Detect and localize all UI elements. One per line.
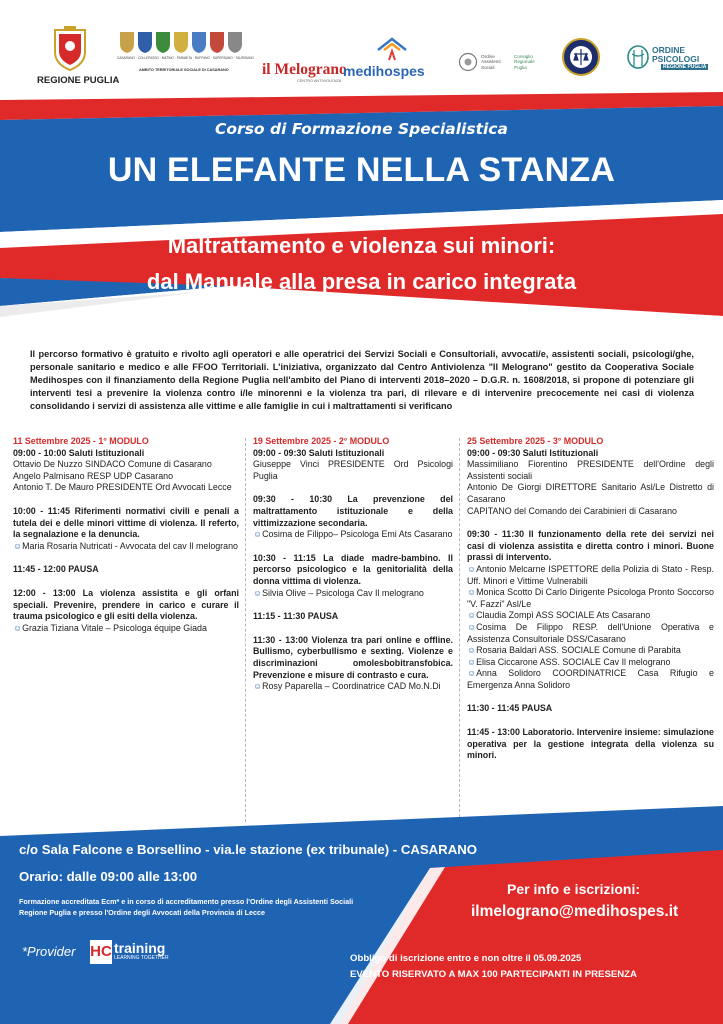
ordine-avvocati-logo: [561, 37, 601, 77]
melograno-sub: CENTRO ANTIVIOLENZA: [297, 79, 342, 83]
melograno-logo: il Melograno: [262, 61, 347, 78]
module-1: [13, 436, 239, 634]
session-title: 11:15 - 11:30 PAUSA: [253, 611, 339, 622]
assistenti-sociali-sub: Consiglio Regionale Puglia: [514, 54, 535, 70]
ordine-psicologi-icon: [626, 44, 650, 72]
greetings-time: 09:00 - 09:30 Saluti Istituzionali: [467, 447, 599, 458]
module-3: [467, 436, 714, 762]
speaker: ☺ Rosy Paparella – Coordinatrice CAD Mo.N.Di: [253, 681, 453, 693]
hc-logo-tag: LEARNING TOGETHER: [114, 955, 169, 961]
greetings-person: Giuseppe Vinci PRESIDENTE Ord Psicologi Puglia: [253, 459, 453, 481]
greetings-person: Massimiliano Fiorentino PRESIDENTE dell'Ordine degli Assistenti sociali: [467, 459, 714, 481]
session-title: 09:30 - 11:30 Il funzionamento della rete dei servizi nei casi di violenza assistita e diretta contro i minori. Buone prassi di intervento.: [467, 529, 714, 563]
greetings-person: Antonio T. De Mauro PRESIDENTE Ord Avvocati Lecce: [13, 482, 232, 493]
speaker: ☺ Cosima de Filippo– Psicologa Emi Ats Casarano: [253, 529, 453, 541]
session-title: 11:45 - 13:00 Laboratorio. Intervenire insieme: simulazione operativa per la gestione integrata della violenza su minori.: [467, 727, 714, 761]
hours: Orario: dalle 09:00 alle 13:00: [19, 869, 198, 884]
greetings-person: Antonio De Giorgi DIRETTORE Sanitario Asl/Le Distretto di Casarano: [467, 482, 714, 504]
greetings-person: Ottavio De Nuzzo SINDACO Comune di Casarano: [13, 459, 212, 470]
town-names: CASARANO · COLLEPASSO · MATINO · PARABITA · RUFFANO · SUPERSANO · TAURISANO: [117, 56, 254, 60]
course-title: UN ELEFANTE NELLA STANZA: [107, 151, 616, 189]
ordine-psicologi-label: ORDINE PSICOLOGI: [652, 45, 700, 64]
header-logos: [0, 0, 723, 100]
info-email-link[interactable]: ilmelograno@medihospes.it: [471, 903, 679, 920]
medihospes-icon: [375, 36, 409, 62]
speaker: ☺ Elisa Ciccarone ASS. SOCIALE Cav Il melograno: [467, 657, 714, 669]
speaker: ☺ Maria Rosaria Nutricati - Avvocata del cav Il melograno: [13, 541, 239, 553]
capacity-note: EVENTO RISERVATO A MAX 100 PARTECIPANTI IN PRESENZA: [350, 969, 637, 980]
provider-label: *Provider: [22, 944, 76, 959]
regione-puglia-label: REGIONE PUGLIA: [37, 75, 120, 86]
module-date: 19 Settembre 2025 - 2° MODULO: [253, 436, 390, 446]
speaker: ☺ Antonio Melcarne ISPETTORE della Polizia di Stato - Resp. Uff. Minori e Vittime Vulnerabili: [467, 564, 714, 587]
session-title: 10:30 - 11:15 La diade madre-bambino. Il percorso psicologico e la genitorialità della donna vittima di violenza.: [253, 552, 453, 586]
venue: c/o Sala Falcone e Borsellino - via.le stazione (ex tribunale) - CASARANO: [19, 842, 478, 857]
session-title: 11:45 - 12:00 PAUSA: [13, 564, 99, 575]
speaker: ☺ Grazia Tiziana Vitale – Psicologa équipe Giada: [13, 623, 239, 635]
session-title: 11:30 - 11:45 PAUSA: [467, 703, 553, 714]
topic-line-1: Maltrattamento e violenza sui minori:: [167, 233, 556, 258]
regione-puglia-logo: [50, 24, 90, 72]
accreditation-note: Formazione accreditata Ecm* e in corso di accreditamento presso l'Ordine degli Assistenti Sociali Regione Puglia e presso l'Ordine degli Avvocati della Provincia di Lecce: [19, 897, 354, 917]
session-title: 09:30 - 10:30 La prevenzione del maltrattamento istituzionale e della vittimizzazione secondaria.: [253, 494, 453, 528]
session-title: 12:00 - 13:00 La violenza assistita e gli orfani speciali. Prevenire, prendere in carico e curare il trauma psicologico e gli esiti della violenza.: [13, 587, 239, 622]
info-label: Per info e iscrizioni:: [507, 881, 641, 897]
greetings-person: CAPITANO del Comando dei Carabinieri di Casarano: [467, 505, 677, 516]
speaker: ☺ Claudia Zompì ASS SOCIALE Ats Casarano: [467, 610, 714, 622]
hc-training-logo: [90, 940, 172, 964]
module-date: 25 Settembre 2025 - 3° MODULO: [467, 436, 604, 446]
speaker: ☺ Anna Solidoro COORDINATRICE Casa Rifugio e Emergenza Anna Solidoro: [467, 668, 714, 691]
greetings-time: 09:00 - 09:30 Saluti Istituzionali: [253, 447, 385, 458]
greetings-person: Angelo Palmisano RESP UDP Casarano: [13, 470, 174, 481]
session-title: 10:00 - 11:45 Riferimenti normativi civili e penali a tutela dei e delle minori vittime di violenza. Il referto, la segnalazione e la denuncia.: [13, 505, 239, 540]
speaker: ☺ Monica Scotto Di Carlo Dirigente Psicologa Pronto Soccorso "V. Fazzi" Asl/Le: [467, 587, 714, 610]
column-divider: [459, 438, 460, 822]
intro-paragraph: Il percorso formativo è gratuito e rivolto agli operatori e alle operatrici dei Servizi Sociali e Consultoriali, avvocati/e, assistenti sociali, psicologi/ghe, personale sanitario e medico e alle FFOO Territoriali. L'iniziativa, organizzato dal Centro Antiviolenza "Il Melograno" gestito da Cooperativa Sociale Medihospes con il finanziamento della Regione Puglia nell'ambito del Piano di interventi 2018–2020 – D.G.R. n. 1608/2018, si propone di potenziare gli interventi tesi a prevenire la violenza contro i/le minorenni e la violenza tra pari, di rilevare e di intervenire precocemente nei casi di violenza consolidando i servizi di assistenza alle vittime e alle famiglie in cui i maltrattamenti si verificano: [30, 349, 694, 411]
column-divider: [245, 438, 246, 822]
hc-logo-box: HC: [90, 940, 112, 964]
assistenti-sociali-label: Ordine Assistenti Sociali: [481, 54, 501, 70]
ordine-psicologi-sub: REGIONE PUGLIA: [663, 64, 707, 70]
medihospes-logo: medihospes: [343, 63, 425, 79]
hc-logo-word: training: [114, 940, 166, 956]
module-date: 11 Settembre 2025 - 1° MODULO: [13, 436, 149, 446]
session-title: 11:30 - 13:00 Violenza tra pari online e offline. Bullismo, cyberbullismo e sexting. Violenze e discriminazioni omolesbobitransfobica. Prevenzione e misure di contrasto e cura.: [253, 634, 453, 680]
registration-deadline: Obbligo di iscrizione entro e non oltre il 05.09.2025: [350, 953, 582, 964]
topic-line-2: dal Manuale alla presa in carico integrata: [146, 269, 577, 294]
town-crests: [118, 30, 253, 54]
speaker: ☺ Silvia Olive – Psicologa Cav Il melograno: [253, 588, 453, 600]
course-subtitle: Corso di Formazione Specialistica: [215, 120, 508, 138]
greetings-time: 09:00 - 10:00 Saluti Istituzionali: [13, 447, 145, 458]
speaker: ☺ Cosima De Filippo RESP. dell'Unione Operativa e Assistenza Consultoriale DSS/Casarano: [467, 622, 714, 645]
ambito-label: AMBITO TERRITORIALE SOCIALE DI CASARANO: [139, 68, 229, 72]
speaker: ☺ Rosaria Baldari ASS. SOCIALE Comune di Parabita: [467, 645, 714, 657]
module-2: [253, 436, 453, 693]
assistenti-sociali-icon: [458, 52, 478, 72]
